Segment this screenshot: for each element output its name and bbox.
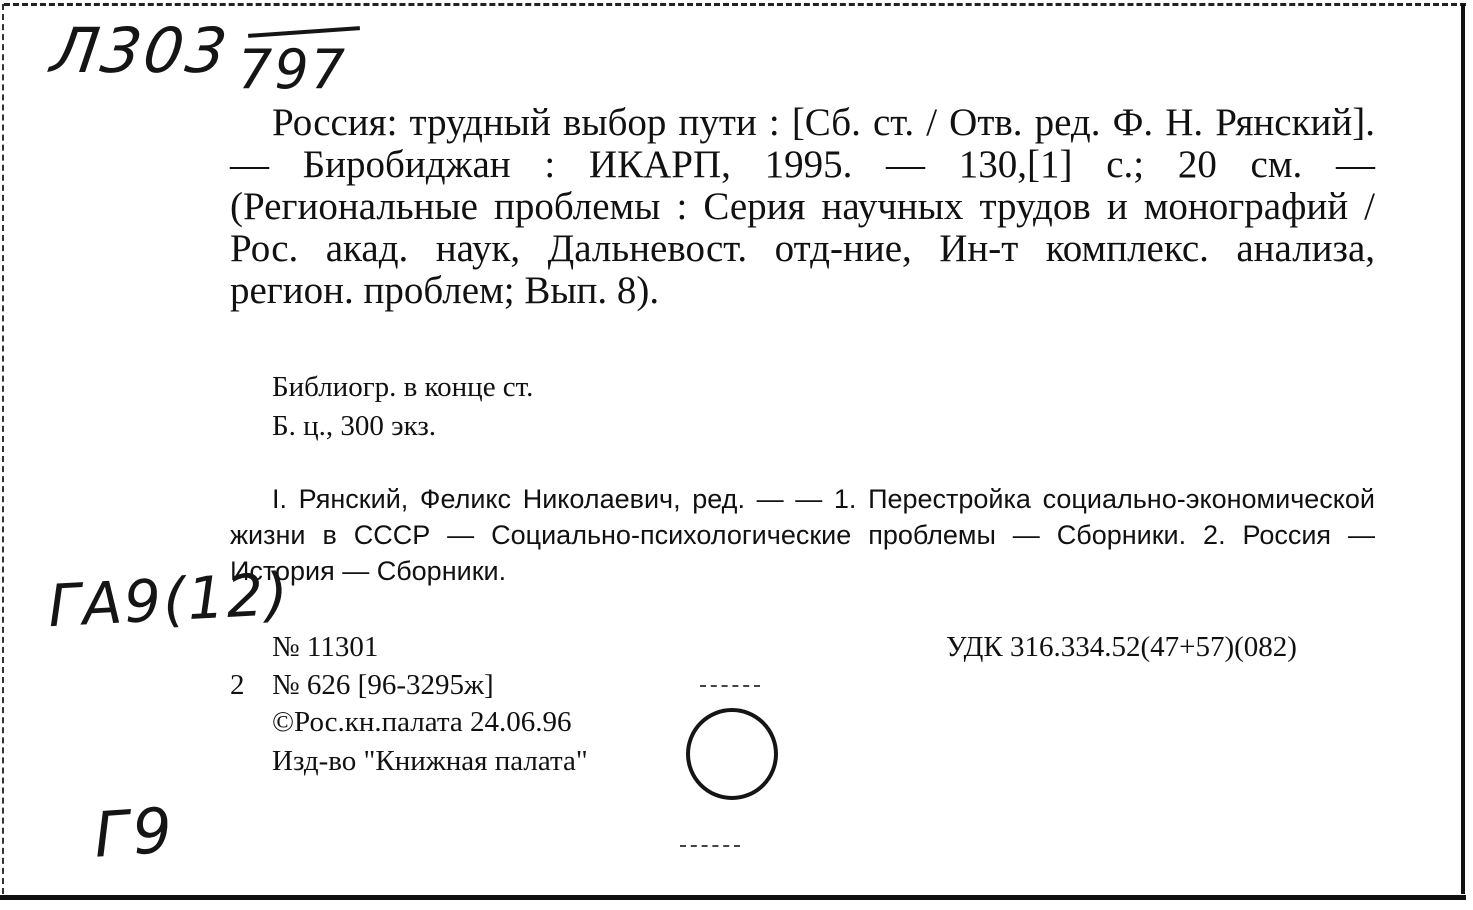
main-entry [230,102,1375,312]
bibliography-note: Библиогр. в конце ст. [272,371,534,403]
handwritten-shelf-mark: ГА9(12) [46,559,292,641]
copy-number: № 626 [96-3295ж] [272,669,494,701]
card-border-right [1461,4,1465,894]
overline-mark [248,26,360,38]
round-stamp [686,708,778,800]
card-border-top [4,3,1466,6]
card-border-left [2,4,4,894]
main-entry-text: Россия: трудный выбор пути : [Сб. ст. / Отв. ред. Ф. Н. Рянский]. — Биробиджан : ИКАРП, 1995. — 130,[1] с.; 20 см. — (Региональные проблемы : Серия научных трудов и монографий / Рос. акад. наук, Дальневост. отд-ние, Ин-т комплекс. анализа, регион. проблем; Вып. 8). [230,101,1375,312]
price-note: Б. ц., 300 экз. [272,410,437,442]
handwritten-shelf-mark-bottom: Г9 [91,793,179,872]
handwritten-catalog-number: Л303 [46,14,235,87]
publisher-line: Изд-во "Книжная палата" [272,745,588,777]
handwritten-crossed-number: 797 [238,38,348,101]
subject-tracings [230,481,1375,589]
udk-code: УДК 316.334.52(47+57)(082) [946,631,1297,663]
stamp-fragment [700,685,760,687]
card-border-bottom [0,895,1466,900]
copy-prefix: 2 [230,669,245,701]
copy-number-line [230,668,494,702]
registration-number: № 11301 [272,631,379,663]
stamp-fragment-lower [680,845,740,847]
tracings-text: I. Рянский, Феликс Николаевич, ред. — — 1. Перестройка социально-экономической жизни в СССР — Социально-психологические проблемы — Сборники. 2. Россия — История — Сборники. [230,484,1375,586]
book-chamber-line: ©Рос.кн.палата 24.06.96 [272,706,572,738]
